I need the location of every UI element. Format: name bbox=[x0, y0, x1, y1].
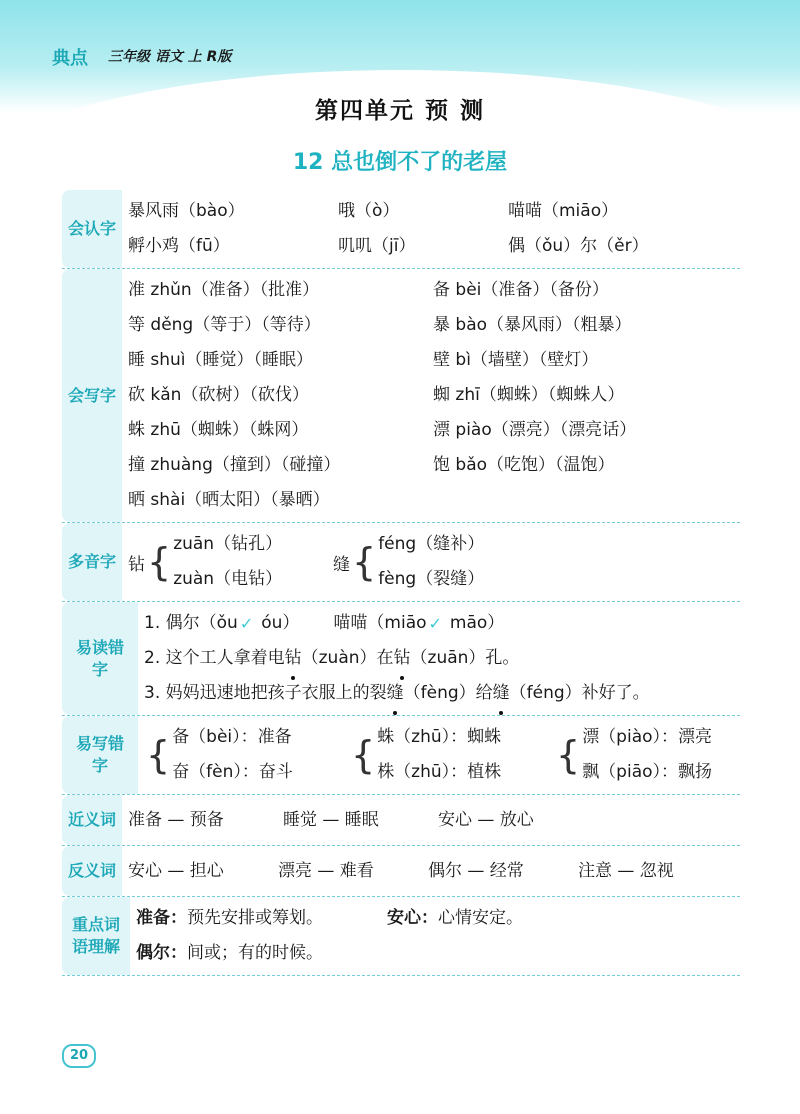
section-synonyms bbox=[62, 795, 740, 846]
write-item: 晒 shài（晒太阳）（暴晒） bbox=[128, 490, 330, 510]
key-word-line bbox=[136, 936, 740, 971]
section-label: 会写字 bbox=[62, 269, 122, 522]
brand-logo: 典点 bbox=[52, 48, 88, 69]
recognize-item: 哦（ò） bbox=[338, 201, 400, 221]
section-misread bbox=[62, 602, 740, 716]
write-item: 等 děng（等于）（等待） bbox=[128, 315, 321, 335]
write-line bbox=[128, 448, 740, 483]
recognize-item: 暴风雨（bào） bbox=[128, 201, 245, 221]
polyphonic-reading: fèng（裂缝） bbox=[378, 569, 485, 589]
write-item: 准 zhǔn（准备）（批准） bbox=[128, 280, 320, 300]
misread-line-1: 1. 偶尔（ ǒu ✓ óu） 喵喵（ miāo ✓ māo） bbox=[144, 606, 740, 641]
key-word: 偶尔： bbox=[136, 943, 187, 963]
misread-line-3: 3. 妈妈迅速地把孩子衣服上的裂 缝 （fèng）给 缝 （féng）补好了。 bbox=[144, 676, 740, 711]
polyphonic-reading: zuān（钻孔） bbox=[173, 534, 283, 554]
key-word-line bbox=[136, 901, 740, 936]
lesson-title: 12 总也倒不了的老屋 bbox=[292, 150, 508, 175]
brace-icon: { bbox=[147, 540, 172, 584]
key-word-def: 预先安排或筹划。 bbox=[187, 908, 323, 928]
antonym-pair: 注意 — 忽视 bbox=[578, 861, 674, 881]
write-item: 漂 piào（漂亮）（漂亮话） bbox=[433, 420, 637, 440]
correct-reading: miāo bbox=[384, 613, 427, 633]
check-icon: ✓ bbox=[428, 614, 442, 633]
section-label: 会认字 bbox=[62, 190, 122, 268]
section-key-words bbox=[62, 897, 740, 976]
emphasis-char: 缝 bbox=[387, 676, 404, 711]
section-miswrite bbox=[62, 716, 740, 795]
write-item: 备 bèi（准备）（备份） bbox=[433, 280, 609, 300]
write-line bbox=[128, 273, 740, 308]
section-recognize bbox=[62, 190, 740, 269]
section-label: 易读错字 bbox=[62, 602, 138, 715]
brace-icon: { bbox=[352, 540, 377, 584]
vocab-table bbox=[62, 190, 740, 976]
write-item: 撞 zhuàng（撞到）（碰撞） bbox=[128, 455, 341, 475]
recognize-line bbox=[128, 229, 740, 264]
polyphonic-group bbox=[128, 527, 333, 597]
section-write bbox=[62, 269, 740, 523]
emphasis-char: 钻 bbox=[285, 641, 302, 676]
miswrite-group: { 备（bèi）：准备 奋（fèn）：奋斗 bbox=[144, 720, 349, 790]
recognize-item: 孵小鸡（fū） bbox=[128, 236, 230, 256]
polyphonic-char: 钻 bbox=[128, 554, 145, 575]
section-label: 重点词语理解 bbox=[62, 897, 130, 975]
synonym-pair: 安心 — 放心 bbox=[438, 810, 534, 830]
brace-icon: { bbox=[146, 733, 171, 777]
section-label: 反义词 bbox=[62, 846, 122, 896]
miswrite-group: { 漂（piào）：漂亮 飘（piāo）：飘扬 bbox=[554, 720, 712, 790]
write-item: 饱 bǎo（吃饱）（温饱） bbox=[433, 455, 615, 475]
brace-icon: { bbox=[351, 733, 376, 777]
write-item: 蛛 zhū（蜘蛛）（蛛网） bbox=[128, 420, 309, 440]
synonym-pair: 准备 — 预备 bbox=[128, 810, 224, 830]
page-number: 20 bbox=[62, 1044, 96, 1068]
write-line bbox=[128, 378, 740, 413]
recognize-item: 叽叽（jī） bbox=[338, 236, 416, 256]
section-label: 多音字 bbox=[62, 523, 122, 601]
key-word: 准备： bbox=[136, 908, 187, 928]
antonym-pair: 安心 — 担心 bbox=[128, 861, 224, 881]
polyphonic-char: 缝 bbox=[333, 554, 350, 575]
polyphonic-reading: zuàn（电钻） bbox=[173, 569, 283, 589]
emphasis-char: 钻 bbox=[394, 641, 411, 676]
antonym-line bbox=[128, 850, 740, 892]
key-word-def: 间或；有的时候。 bbox=[187, 943, 323, 963]
write-line bbox=[128, 308, 740, 343]
write-item: 暴 bào（暴风雨）（粗暴） bbox=[433, 315, 632, 335]
write-item: 壁 bì（墙壁）（壁灯） bbox=[433, 350, 599, 370]
recognize-line bbox=[128, 194, 740, 229]
check-icon: ✓ bbox=[239, 614, 254, 633]
unit-title: 第四单元 预 测 bbox=[314, 98, 485, 124]
recognize-item: 喵喵（miāo） bbox=[508, 201, 619, 221]
key-word: 安心： bbox=[387, 908, 438, 928]
brace-icon: { bbox=[556, 733, 581, 777]
recognize-item: 偶（ǒu）尔（ěr） bbox=[508, 236, 649, 256]
write-item: 睡 shuì（睡觉）（睡眠） bbox=[128, 350, 314, 370]
polyphonic-group bbox=[333, 527, 484, 597]
emphasis-char: 缝 bbox=[493, 676, 510, 711]
miswrite-group: { 蛛（zhū）：蜘蛛 株（zhū）：植株 bbox=[349, 720, 554, 790]
correct-reading: ǒu bbox=[216, 613, 238, 633]
antonym-pair: 偶尔 — 经常 bbox=[428, 861, 524, 881]
header-subtitle: 三年级 语文 上 R版 bbox=[108, 49, 232, 65]
section-label: 易写错字 bbox=[62, 716, 138, 794]
write-line bbox=[128, 483, 740, 518]
write-line bbox=[128, 343, 740, 378]
misread-line-2: 2. 这个工人拿着电 钻 （zuàn）在 钻 （zuān）孔。 bbox=[144, 641, 740, 676]
key-word-def: 心情安定。 bbox=[438, 908, 523, 928]
write-item: 蜘 zhī（蜘蛛）（蜘蛛人） bbox=[433, 385, 625, 405]
section-label: 近义词 bbox=[62, 795, 122, 845]
write-item: 砍 kǎn（砍树）（砍伐） bbox=[128, 385, 309, 405]
polyphonic-reading: féng（缝补） bbox=[378, 534, 485, 554]
section-polyphonic bbox=[62, 523, 740, 602]
synonym-pair: 睡觉 — 睡眠 bbox=[283, 810, 379, 830]
antonym-pair: 漂亮 — 难看 bbox=[278, 861, 374, 881]
write-line bbox=[128, 413, 740, 448]
synonym-line bbox=[128, 799, 740, 841]
section-antonyms bbox=[62, 846, 740, 897]
